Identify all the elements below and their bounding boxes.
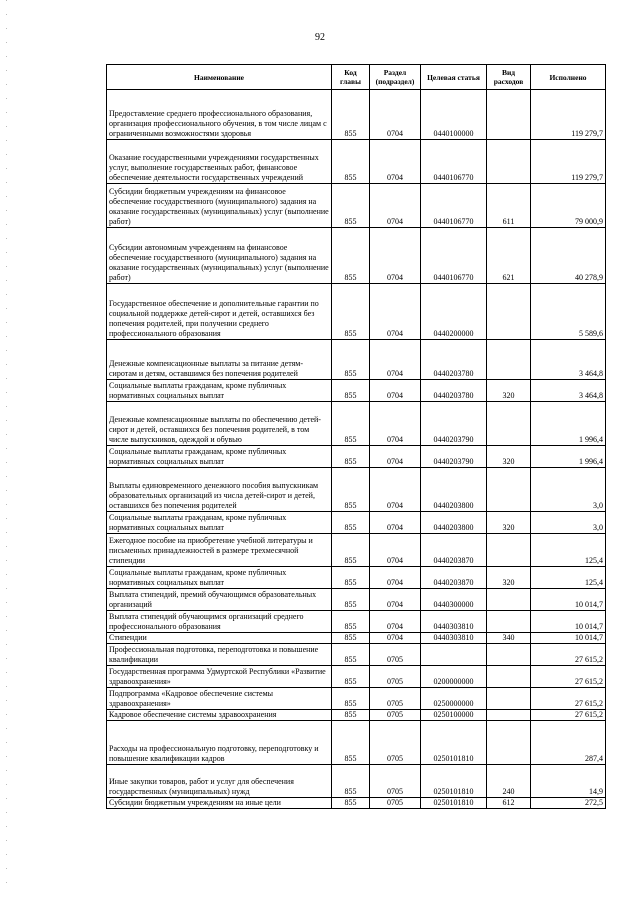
table-row (107, 633, 606, 644)
cell-amount: 272,5 (531, 798, 606, 809)
cell-type (487, 468, 531, 512)
cell-code: 855 (332, 666, 370, 688)
cell-name: Государственная программа Удмуртской Республики «Развитие здравоохранения» (107, 666, 332, 688)
cell-target: 0440203870 (421, 534, 487, 567)
cell-type (487, 90, 531, 140)
table-row (107, 284, 606, 340)
cell-type: 320 (487, 567, 531, 589)
cell-name: Оказание государственными учреждениями государственных услуг, выполнение государственных работ, финансовое обеспечение деятельности государственных учреждений (107, 140, 332, 184)
cell-target: 0250101810 (421, 765, 487, 798)
cell-target: 0440203870 (421, 567, 487, 589)
cell-section: 0705 (370, 644, 421, 666)
cell-code: 855 (332, 688, 370, 710)
table-row (107, 644, 606, 666)
cell-name: Субсидии автономным учреждениям на финансовое обеспечение государственного (муниципального) задания на оказание государственных (муниципальных) услуг (выполнение работ) (107, 228, 332, 284)
cell-code: 855 (332, 90, 370, 140)
cell-type: 340 (487, 633, 531, 644)
header-type: Вид расходов (487, 65, 531, 90)
cell-section: 0704 (370, 284, 421, 340)
cell-target (421, 644, 487, 666)
cell-amount: 3 464,8 (531, 340, 606, 380)
cell-section: 0704 (370, 589, 421, 611)
cell-section: 0704 (370, 534, 421, 567)
cell-amount: 3 464,8 (531, 380, 606, 402)
cell-target: 0440203790 (421, 402, 487, 446)
cell-section: 0704 (370, 402, 421, 446)
cell-section: 0704 (370, 340, 421, 380)
cell-target: 0440203780 (421, 380, 487, 402)
cell-section: 0704 (370, 184, 421, 228)
cell-code: 855 (332, 380, 370, 402)
scan-margin-marks (6, 0, 8, 905)
cell-target: 0440203800 (421, 468, 487, 512)
cell-target: 0440106770 (421, 228, 487, 284)
cell-type (487, 340, 531, 380)
cell-target: 0250000000 (421, 688, 487, 710)
cell-section: 0704 (370, 380, 421, 402)
cell-code: 855 (332, 468, 370, 512)
cell-name: Субсидии бюджетным учреждениям на финансовое обеспечение государственного (муниципального) задания на оказание государственных (муниципальных) услуг (выполнение работ) (107, 184, 332, 228)
cell-section: 0705 (370, 765, 421, 798)
cell-type (487, 402, 531, 446)
cell-name: Ежегодное пособие на приобретение учебной литературы и письменных принадлежностей в размере трехмесячной стипендии (107, 534, 332, 567)
cell-name: Иные закупки товаров, работ и услуг для обеспечения государственных (муниципальных) нужд (107, 765, 332, 798)
table-row (107, 611, 606, 633)
table-row (107, 340, 606, 380)
cell-amount: 119 279,7 (531, 140, 606, 184)
cell-section: 0704 (370, 90, 421, 140)
cell-type (487, 688, 531, 710)
cell-type: 320 (487, 512, 531, 534)
cell-name: Стипендии (107, 633, 332, 644)
cell-section: 0705 (370, 721, 421, 765)
cell-code: 855 (332, 534, 370, 567)
cell-type (487, 589, 531, 611)
cell-target: 0200000000 (421, 666, 487, 688)
table-row (107, 688, 606, 710)
cell-code: 855 (332, 710, 370, 721)
table-row (107, 534, 606, 567)
cell-section: 0704 (370, 140, 421, 184)
cell-name: Профессиональная подготовка, переподготовка и повышение квалификации (107, 644, 332, 666)
table-row (107, 468, 606, 512)
cell-amount: 10 014,7 (531, 633, 606, 644)
cell-amount: 10 014,7 (531, 589, 606, 611)
cell-type (487, 721, 531, 765)
cell-code: 855 (332, 644, 370, 666)
table-row (107, 402, 606, 446)
cell-section: 0704 (370, 611, 421, 633)
cell-type (487, 710, 531, 721)
table-row (107, 140, 606, 184)
cell-amount: 5 589,6 (531, 284, 606, 340)
cell-name: Социальные выплаты гражданам, кроме публичных нормативных социальных выплат (107, 446, 332, 468)
cell-target: 0440203780 (421, 340, 487, 380)
cell-name: Государственное обеспечение и дополнительные гарантии по социальной поддержке детей-сирот и детей, оставшихся без попечения родителей, при получении среднего профессионального образования (107, 284, 332, 340)
cell-name: Предоставление среднего профессионального образования, организация профессионального обучения, в том числе лицам с ограниченными возможностями здоровья (107, 90, 332, 140)
header-amount: Исполнено (531, 65, 606, 90)
cell-code: 855 (332, 184, 370, 228)
cell-target: 0440303810 (421, 611, 487, 633)
table-row (107, 710, 606, 721)
cell-section: 0704 (370, 446, 421, 468)
cell-type (487, 534, 531, 567)
table-row (107, 380, 606, 402)
page-number: 92 (315, 32, 325, 43)
cell-type: 611 (487, 184, 531, 228)
cell-code: 855 (332, 589, 370, 611)
table-row (107, 90, 606, 140)
cell-name: Денежные компенсационные выплаты по обеспечению детей-сирот и детей, оставшихся без попечения родителей, в том числе выпускников, одеждой и обувью (107, 402, 332, 446)
cell-target: 0440106770 (421, 184, 487, 228)
cell-section: 0704 (370, 512, 421, 534)
cell-code: 855 (332, 402, 370, 446)
cell-code: 855 (332, 340, 370, 380)
cell-code: 855 (332, 765, 370, 798)
cell-target: 0440100000 (421, 90, 487, 140)
cell-target: 0250101810 (421, 721, 487, 765)
table-row (107, 512, 606, 534)
cell-code: 855 (332, 512, 370, 534)
cell-amount: 1 996,4 (531, 446, 606, 468)
cell-section: 0705 (370, 710, 421, 721)
cell-name: Кадровое обеспечение системы здравоохранения (107, 710, 332, 721)
table-row (107, 666, 606, 688)
table-row (107, 589, 606, 611)
cell-amount: 125,4 (531, 534, 606, 567)
cell-target: 0440200000 (421, 284, 487, 340)
cell-section: 0705 (370, 688, 421, 710)
cell-code: 855 (332, 284, 370, 340)
table-row (107, 567, 606, 589)
cell-amount: 14,9 (531, 765, 606, 798)
cell-code: 855 (332, 228, 370, 284)
table-row (107, 765, 606, 798)
cell-name: Выплата стипендий, премий обучающимся образовательных организаций (107, 589, 332, 611)
cell-section: 0705 (370, 798, 421, 809)
cell-amount: 1 996,4 (531, 402, 606, 446)
cell-target: 0440203800 (421, 512, 487, 534)
header-code: Код главы (332, 65, 370, 90)
cell-type: 612 (487, 798, 531, 809)
cell-name: Субсидии бюджетным учреждениям на иные цели (107, 798, 332, 809)
table-row (107, 184, 606, 228)
cell-name: Денежные компенсационные выплаты за питание детям-сиротам и детям, оставшимся без попечения родителей (107, 340, 332, 380)
cell-name: Подпрограмма «Кадровое обеспечение системы здравоохранения» (107, 688, 332, 710)
cell-name: Социальные выплаты гражданам, кроме публичных нормативных социальных выплат (107, 380, 332, 402)
cell-amount: 27 615,2 (531, 666, 606, 688)
table-row (107, 228, 606, 284)
cell-section: 0705 (370, 666, 421, 688)
cell-code: 855 (332, 140, 370, 184)
cell-target: 0440303810 (421, 633, 487, 644)
cell-amount: 27 615,2 (531, 644, 606, 666)
cell-type (487, 611, 531, 633)
cell-type: 320 (487, 380, 531, 402)
header-target: Целевая статья (421, 65, 487, 90)
cell-name: Выплаты единовременного денежного пособия выпускникам образовательных организаций из числа детей-сирот и детей, оставшихся без попечения родителей (107, 468, 332, 512)
cell-amount: 40 278,9 (531, 228, 606, 284)
cell-code: 855 (332, 611, 370, 633)
cell-amount: 125,4 (531, 567, 606, 589)
cell-type (487, 140, 531, 184)
table-header-row (107, 65, 606, 90)
cell-amount: 79 000,9 (531, 184, 606, 228)
cell-type: 621 (487, 228, 531, 284)
cell-target: 0250101810 (421, 798, 487, 809)
cell-target: 0440300000 (421, 589, 487, 611)
cell-section: 0704 (370, 567, 421, 589)
cell-name: Социальные выплаты гражданам, кроме публичных нормативных социальных выплат (107, 512, 332, 534)
header-name: Наименование (107, 65, 332, 90)
cell-target: 0250100000 (421, 710, 487, 721)
cell-name: Социальные выплаты гражданам, кроме публичных нормативных социальных выплат (107, 567, 332, 589)
cell-type: 320 (487, 446, 531, 468)
cell-amount: 119 279,7 (531, 90, 606, 140)
cell-type (487, 644, 531, 666)
cell-code: 855 (332, 633, 370, 644)
cell-amount: 3,0 (531, 512, 606, 534)
header-section: Раздел (подраздел) (370, 65, 421, 90)
table-body (107, 90, 606, 809)
cell-amount: 10 014,7 (531, 611, 606, 633)
cell-amount: 3,0 (531, 468, 606, 512)
cell-type: 240 (487, 765, 531, 798)
cell-type (487, 666, 531, 688)
cell-section: 0704 (370, 228, 421, 284)
cell-section: 0704 (370, 633, 421, 644)
expenditure-table (106, 64, 606, 809)
cell-name: Выплата стипендий обучающимся организаций среднего профессионального образования (107, 611, 332, 633)
cell-code: 855 (332, 798, 370, 809)
table-row (107, 446, 606, 468)
cell-code: 855 (332, 567, 370, 589)
cell-code: 855 (332, 721, 370, 765)
cell-target: 0440106770 (421, 140, 487, 184)
cell-code: 855 (332, 446, 370, 468)
cell-target: 0440203790 (421, 446, 487, 468)
cell-amount: 27 615,2 (531, 688, 606, 710)
cell-type (487, 284, 531, 340)
table-row (107, 798, 606, 809)
cell-amount: 27 615,2 (531, 710, 606, 721)
table-row (107, 721, 606, 765)
cell-name: Расходы на профессиональную подготовку, переподготовку и повышение квалификации кадров (107, 721, 332, 765)
cell-amount: 287,4 (531, 721, 606, 765)
cell-section: 0704 (370, 468, 421, 512)
